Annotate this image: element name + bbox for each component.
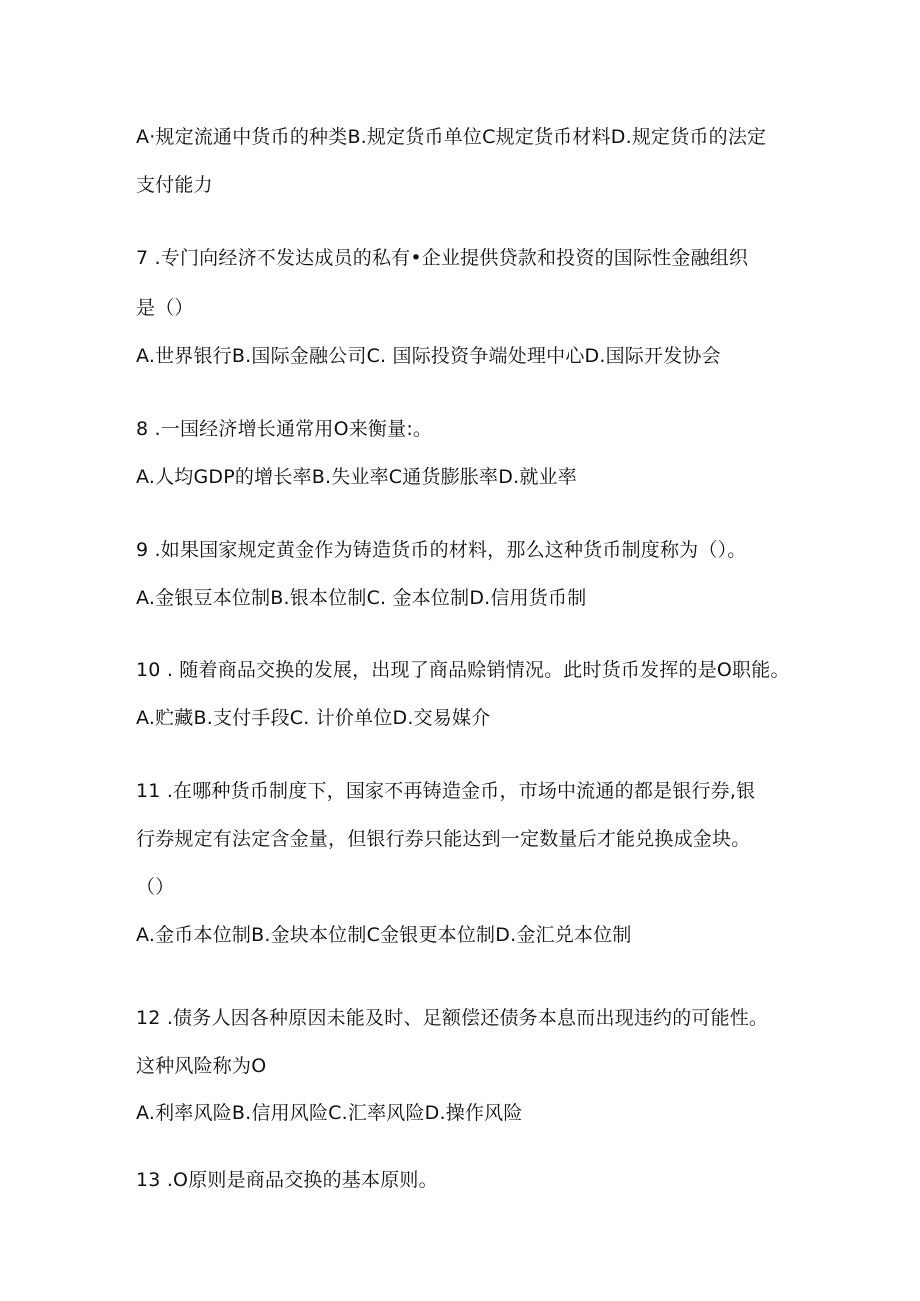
q6-options-line-1: A·规定流通中货币的种类B.规定货币单位C规定货币材料D.规定货币的法定: [136, 126, 767, 148]
q6-options-line-2: 支付能力: [136, 174, 213, 196]
q12-question-line-1: 12 .债务人因各种原因未能及时、足额偿还债务本息而出现违约的可能性。: [136, 1007, 769, 1029]
q8-options: A.人均GDP的增长率B.失业率C通货膨胀率D.就业率: [136, 466, 577, 488]
q10-question: 10 . 随着商品交换的发展，出现了商品赊销情况。此时货币发挥的是O职能。: [136, 659, 790, 681]
q12-options: A.利率风险B.信用风险C.汇率风险D.操作风险: [136, 1102, 523, 1124]
q9-options: A.金银豆本位制B.银本位制C. 金本位制D.信用货币制: [136, 587, 587, 609]
q12-question-line-2: 这种风险称为O: [136, 1055, 267, 1077]
q8-question: 8 .一国经济增长通常用O来衡量:。: [136, 418, 433, 440]
q9-question: 9 .如果国家规定黄金作为铸造货币的材料，那么这种货币制度称为（）。: [136, 539, 747, 561]
q11-options: A.金币本位制B.金块本位制C金银更本位制D.金汇兑本位制: [136, 924, 632, 946]
q11-question-line-1: 11 .在哪种货币制度下，国家不再铸造金币，市场中流通的都是银行券,银: [136, 780, 756, 802]
q7-question-line-1: 7 .专门向经济不发达成员的私有•企业提供贷款和投资的国际性金融组织: [136, 247, 749, 269]
q11-question-line-2: 行券规定有法定含金量，但银行券只能达到一定数量后才能兑换成金块。: [136, 828, 751, 850]
q7-options: A.世界银行B.国际金融公司C. 国际投资争端处理中心D.国际开发协会: [136, 345, 721, 367]
q10-options: A.贮藏B.支付手段C. 计价单位D.交易媒介: [136, 707, 491, 729]
q13-question: 13 .O原则是商品交换的基本原则。: [136, 1169, 438, 1191]
q7-question-line-2: 是（）: [136, 297, 194, 319]
q11-question-line-3: （）: [136, 876, 175, 898]
